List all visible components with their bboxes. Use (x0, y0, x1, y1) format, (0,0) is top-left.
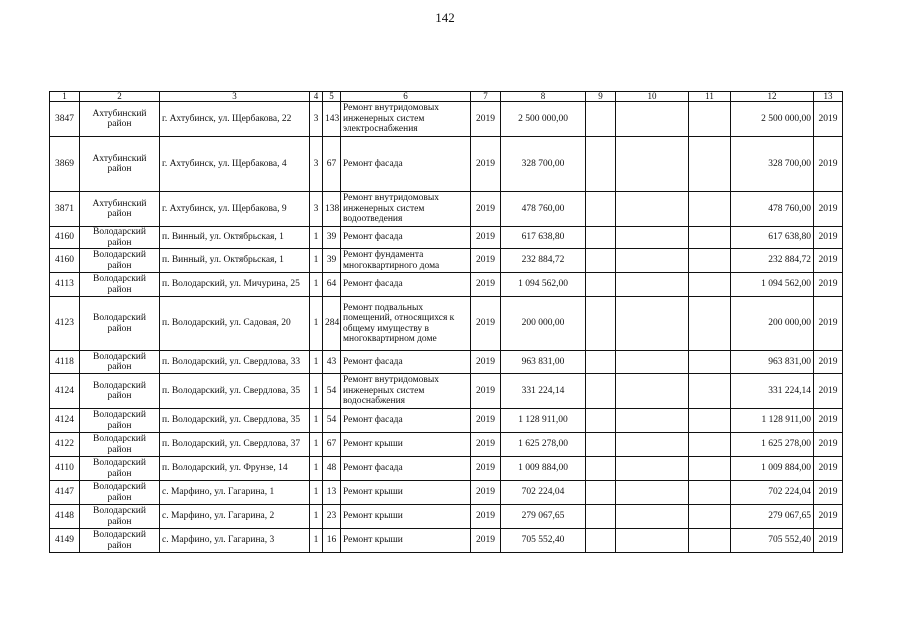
cell-district: Володарский район (80, 351, 160, 374)
cell-total: 963 831,00 (731, 351, 814, 374)
cell-id: 4148 (50, 505, 80, 529)
cell-total: 1 128 911,00 (731, 409, 814, 433)
cell-work: Ремонт крыши (341, 505, 471, 529)
cell-address: п. Володарский, ул. Свердлова, 37 (160, 433, 310, 457)
cell-c11 (689, 529, 731, 553)
cell-amount: 2 500 000,00 (501, 102, 586, 137)
cell-c9 (586, 137, 616, 192)
cell-c9 (586, 227, 616, 249)
cell-c11 (689, 273, 731, 297)
cell-district: Володарский район (80, 481, 160, 505)
table-row (50, 227, 843, 249)
cell-id: 4149 (50, 529, 80, 553)
cell-c9 (586, 457, 616, 481)
table-row (50, 433, 843, 457)
cell-district: Володарский район (80, 297, 160, 351)
cell-c5: 48 (323, 457, 341, 481)
cell-c10 (616, 374, 689, 409)
column-header-9: 9 (586, 92, 616, 102)
cell-c5: 138 (323, 192, 341, 227)
cell-c10 (616, 297, 689, 351)
column-header-3: 3 (160, 92, 310, 102)
cell-address: с. Марфино, ул. Гагарина, 3 (160, 529, 310, 553)
cell-work: Ремонт внутридомовых инженерных систем водоотведения (341, 192, 471, 227)
cell-c5: 16 (323, 529, 341, 553)
cell-amount: 478 760,00 (501, 192, 586, 227)
column-number-header (50, 92, 843, 102)
cell-total: 1 094 562,00 (731, 273, 814, 297)
cell-c9 (586, 409, 616, 433)
cell-c4: 3 (310, 192, 323, 227)
cell-work: Ремонт фасада (341, 137, 471, 192)
cell-c11 (689, 374, 731, 409)
cell-year: 2019 (471, 273, 501, 297)
column-header-7: 7 (471, 92, 501, 102)
cell-district: Володарский район (80, 273, 160, 297)
column-header-10: 10 (616, 92, 689, 102)
cell-amount: 963 831,00 (501, 351, 586, 374)
cell-amount: 1 625 278,00 (501, 433, 586, 457)
table-row (50, 137, 843, 192)
cell-district: Володарский район (80, 227, 160, 249)
cell-address: п. Винный, ул. Октябрьская, 1 (160, 227, 310, 249)
cell-id: 4110 (50, 457, 80, 481)
cell-work: Ремонт крыши (341, 481, 471, 505)
cell-district: Володарский район (80, 409, 160, 433)
cell-year: 2019 (471, 351, 501, 374)
cell-c5: 54 (323, 409, 341, 433)
cell-c11 (689, 481, 731, 505)
cell-amount: 1 128 911,00 (501, 409, 586, 433)
cell-c5: 23 (323, 505, 341, 529)
cell-c5: 13 (323, 481, 341, 505)
cell-district: Володарский район (80, 374, 160, 409)
cell-c9 (586, 102, 616, 137)
column-header-13: 13 (814, 92, 843, 102)
cell-c11 (689, 297, 731, 351)
page-number: 142 (435, 10, 455, 25)
table-row (50, 273, 843, 297)
cell-id: 4118 (50, 351, 80, 374)
cell-total: 328 700,00 (731, 137, 814, 192)
cell-c4: 1 (310, 374, 323, 409)
cell-c5: 143 (323, 102, 341, 137)
cell-c5: 64 (323, 273, 341, 297)
cell-year: 2019 (471, 249, 501, 273)
column-header-12: 12 (731, 92, 814, 102)
cell-year: 2019 (471, 137, 501, 192)
cell-c11 (689, 505, 731, 529)
cell-work: Ремонт внутридомовых инженерных систем водоснабжения (341, 374, 471, 409)
cell-c11 (689, 409, 731, 433)
cell-c10 (616, 409, 689, 433)
cell-year: 2019 (471, 192, 501, 227)
cell-c4: 1 (310, 457, 323, 481)
table-row (50, 529, 843, 553)
cell-year2: 2019 (814, 351, 843, 374)
table-row (50, 102, 843, 137)
cell-c9 (586, 192, 616, 227)
cell-amount: 232 884,72 (501, 249, 586, 273)
cell-id: 3847 (50, 102, 80, 137)
cell-amount: 279 067,65 (501, 505, 586, 529)
cell-amount: 328 700,00 (501, 137, 586, 192)
cell-c5: 54 (323, 374, 341, 409)
cell-c10 (616, 433, 689, 457)
cell-c4: 1 (310, 481, 323, 505)
cell-c11 (689, 192, 731, 227)
cell-year: 2019 (471, 409, 501, 433)
cell-total: 702 224,04 (731, 481, 814, 505)
cell-year2: 2019 (814, 227, 843, 249)
cell-total: 1 009 884,00 (731, 457, 814, 481)
cell-c9 (586, 351, 616, 374)
cell-work: Ремонт фасада (341, 409, 471, 433)
cell-address: п. Винный, ул. Октябрьская, 1 (160, 249, 310, 273)
cell-year2: 2019 (814, 192, 843, 227)
cell-address: г. Ахтубинск, ул. Щербакова, 4 (160, 137, 310, 192)
cell-c4: 1 (310, 249, 323, 273)
column-header-8: 8 (501, 92, 586, 102)
cell-amount: 1 094 562,00 (501, 273, 586, 297)
cell-c9 (586, 481, 616, 505)
cell-year: 2019 (471, 505, 501, 529)
cell-year2: 2019 (814, 433, 843, 457)
cell-work: Ремонт фасада (341, 457, 471, 481)
cell-work: Ремонт крыши (341, 433, 471, 457)
cell-year: 2019 (471, 433, 501, 457)
cell-id: 4124 (50, 409, 80, 433)
cell-address: п. Володарский, ул. Мичурина, 25 (160, 273, 310, 297)
cell-c9 (586, 529, 616, 553)
cell-amount: 702 224,04 (501, 481, 586, 505)
cell-c11 (689, 227, 731, 249)
cell-work: Ремонт внутридомовых инженерных систем электроснабжения (341, 102, 471, 137)
cell-year2: 2019 (814, 102, 843, 137)
cell-c10 (616, 529, 689, 553)
cell-id: 4160 (50, 227, 80, 249)
column-header-11: 11 (689, 92, 731, 102)
cell-district: Володарский район (80, 433, 160, 457)
cell-district: Володарский район (80, 505, 160, 529)
cell-c4: 3 (310, 137, 323, 192)
cell-c11 (689, 433, 731, 457)
cell-c11 (689, 351, 731, 374)
cell-c10 (616, 227, 689, 249)
cell-c5: 43 (323, 351, 341, 374)
cell-total: 478 760,00 (731, 192, 814, 227)
cell-c4: 3 (310, 102, 323, 137)
cell-work: Ремонт подвальных помещений, относящихся к общему имуществу в многоквартирном доме (341, 297, 471, 351)
cell-c5: 67 (323, 137, 341, 192)
cell-c10 (616, 481, 689, 505)
table-row (50, 374, 843, 409)
cell-year: 2019 (471, 374, 501, 409)
cell-c11 (689, 457, 731, 481)
table-row (50, 505, 843, 529)
cell-id: 3871 (50, 192, 80, 227)
table-row (50, 192, 843, 227)
cell-c9 (586, 249, 616, 273)
column-header-1: 1 (50, 92, 80, 102)
cell-c10 (616, 102, 689, 137)
cell-c10 (616, 457, 689, 481)
cell-id: 4147 (50, 481, 80, 505)
cell-id: 4123 (50, 297, 80, 351)
cell-work: Ремонт крыши (341, 529, 471, 553)
cell-year2: 2019 (814, 481, 843, 505)
table-row (50, 351, 843, 374)
table-body (50, 102, 843, 553)
cell-total: 232 884,72 (731, 249, 814, 273)
cell-address: с. Марфино, ул. Гагарина, 2 (160, 505, 310, 529)
cell-address: г. Ахтубинск, ул. Щербакова, 22 (160, 102, 310, 137)
cell-c9 (586, 297, 616, 351)
cell-year2: 2019 (814, 273, 843, 297)
cell-year: 2019 (471, 102, 501, 137)
cell-total: 617 638,80 (731, 227, 814, 249)
cell-total: 331 224,14 (731, 374, 814, 409)
cell-year2: 2019 (814, 249, 843, 273)
cell-c10 (616, 249, 689, 273)
cell-c10 (616, 505, 689, 529)
cell-c9 (586, 374, 616, 409)
cell-year2: 2019 (814, 137, 843, 192)
cell-c9 (586, 273, 616, 297)
cell-year2: 2019 (814, 297, 843, 351)
table-row (50, 457, 843, 481)
cell-amount: 705 552,40 (501, 529, 586, 553)
cell-id: 4124 (50, 374, 80, 409)
cell-address: п. Володарский, ул. Свердлова, 33 (160, 351, 310, 374)
cell-c4: 1 (310, 505, 323, 529)
cell-amount: 1 009 884,00 (501, 457, 586, 481)
cell-c5: 67 (323, 433, 341, 457)
cell-address: п. Володарский, ул. Садовая, 20 (160, 297, 310, 351)
cell-year: 2019 (471, 297, 501, 351)
cell-year2: 2019 (814, 457, 843, 481)
cell-c4: 1 (310, 273, 323, 297)
cell-c5: 284 (323, 297, 341, 351)
column-header-2: 2 (80, 92, 160, 102)
cell-id: 4113 (50, 273, 80, 297)
cell-c4: 1 (310, 433, 323, 457)
cell-c10 (616, 351, 689, 374)
cell-year2: 2019 (814, 529, 843, 553)
cell-district: Ахтубинский район (80, 192, 160, 227)
cell-district: Володарский район (80, 249, 160, 273)
cell-c5: 39 (323, 227, 341, 249)
cell-c11 (689, 137, 731, 192)
cell-c5: 39 (323, 249, 341, 273)
cell-amount: 331 224,14 (501, 374, 586, 409)
cell-year: 2019 (471, 457, 501, 481)
table-row (50, 297, 843, 351)
cell-address: п. Володарский, ул. Свердлова, 35 (160, 374, 310, 409)
cell-district: Володарский район (80, 529, 160, 553)
cell-total: 2 500 000,00 (731, 102, 814, 137)
cell-c4: 1 (310, 529, 323, 553)
cell-year2: 2019 (814, 505, 843, 529)
cell-year2: 2019 (814, 409, 843, 433)
cell-district: Ахтубинский район (80, 102, 160, 137)
cell-district: Ахтубинский район (80, 137, 160, 192)
cell-year2: 2019 (814, 374, 843, 409)
cell-id: 4122 (50, 433, 80, 457)
cell-work: Ремонт фасада (341, 351, 471, 374)
cell-c4: 1 (310, 351, 323, 374)
cell-c9 (586, 433, 616, 457)
table-row (50, 249, 843, 273)
cell-c9 (586, 505, 616, 529)
cell-c11 (689, 102, 731, 137)
cell-total: 1 625 278,00 (731, 433, 814, 457)
table-row (50, 409, 843, 433)
cell-year: 2019 (471, 529, 501, 553)
cell-c4: 1 (310, 297, 323, 351)
cell-total: 200 000,00 (731, 297, 814, 351)
cell-c10 (616, 192, 689, 227)
column-header-6: 6 (341, 92, 471, 102)
table-row (50, 481, 843, 505)
cell-year: 2019 (471, 227, 501, 249)
cell-address: г. Ахтубинск, ул. Щербакова, 9 (160, 192, 310, 227)
cell-total: 705 552,40 (731, 529, 814, 553)
cell-c10 (616, 137, 689, 192)
column-header-4: 4 (310, 92, 323, 102)
repair-schedule-table (49, 91, 843, 553)
cell-address: с. Марфино, ул. Гагарина, 1 (160, 481, 310, 505)
cell-amount: 617 638,80 (501, 227, 586, 249)
cell-c10 (616, 273, 689, 297)
cell-address: п. Володарский, ул. Свердлова, 35 (160, 409, 310, 433)
cell-work: Ремонт фасада (341, 227, 471, 249)
cell-c11 (689, 249, 731, 273)
cell-amount: 200 000,00 (501, 297, 586, 351)
cell-work: Ремонт фасада (341, 273, 471, 297)
cell-year: 2019 (471, 481, 501, 505)
cell-c4: 1 (310, 409, 323, 433)
cell-district: Володарский район (80, 457, 160, 481)
cell-id: 4160 (50, 249, 80, 273)
cell-work: Ремонт фундамента многоквартирного дома (341, 249, 471, 273)
cell-total: 279 067,65 (731, 505, 814, 529)
cell-c4: 1 (310, 227, 323, 249)
cell-address: п. Володарский, ул. Фрунзе, 14 (160, 457, 310, 481)
cell-id: 3869 (50, 137, 80, 192)
column-header-5: 5 (323, 92, 341, 102)
